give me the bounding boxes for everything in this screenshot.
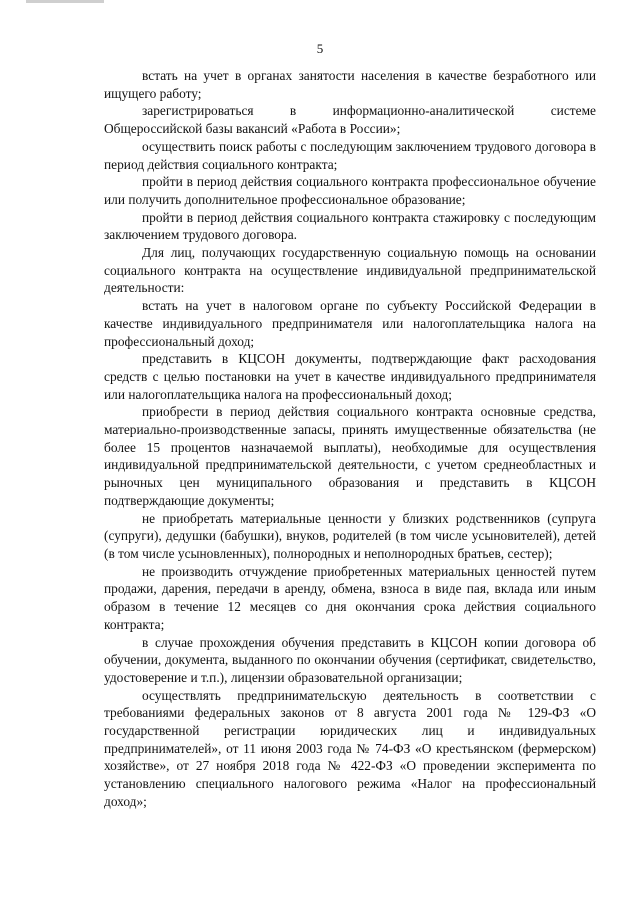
paragraph: зарегистрироваться в информационно-аналитической системе Общероссийской базы вакансий «Работа в России»; [104, 103, 596, 137]
paragraph: представить в КЦСОН документы, подтверждающие факт расходования средств с целью постановки на учет в качестве индивидуального предпринимателя или налогоплательщика налога на профессиональный доход; [104, 351, 596, 402]
page-number: 5 [316, 41, 324, 56]
document-body [104, 67, 596, 811]
paragraph: встать на учет в органах занятости населения в качестве безработного или ищущего работу; [104, 68, 596, 101]
paragraph: пройти в период действия социального контракта профессиональное обучение или получить дополнительное профессиональное образование; [104, 174, 596, 207]
paragraph: приобрести в период действия социального контракта основные средства, материально-производственные запасы, принять имущественные обязательства (не более 15 процентов назначаемой выплаты), необходимые для осуществления индивидуальной предпринимательской деятельности, с учетом среднеобластных и рыночных цен муниципального образования и представить в КЦСОН подтверждающие документы; [104, 404, 596, 508]
paragraph: не производить отчуждение приобретенных материальных ценностей путем продажи, дарения, передачи в аренду, обмена, взноса в виде пая, вклада или иным образом в течение 12 месяцев со дня окончания срока действия социального контракта; [104, 563, 596, 632]
paragraph: в случае прохождения обучения представить в КЦСОН копии договора об обучении, документа, выданного по окончании обучения (сертификат, свидетельство, удостоверение и т.п.), лицензии образовательной организации; [104, 634, 596, 685]
paragraph: Для лиц, получающих государственную социальную помощь на основании социального контракта на осуществление индивидуальной предпринимательской деятельности: [104, 245, 596, 296]
paragraph: не приобретать материальные ценности у близких родственников (супруга (супруги), дедушки (бабушки), внуков, родителей (в том числе усыновителей), детей (в том числе усыновленных), полнородных и неполнородных братьев, сестер); [104, 510, 596, 561]
paragraph: осуществить поиск работы с последующим заключением трудового договора в период действия социального контракта; [104, 138, 596, 172]
paragraph: осуществлять предпринимательскую деятельность в соответствии с требованиями федеральных законов от 8 августа 2001 года № 129-ФЗ «О государственной регистрации юридических лиц и индивидуальных предпринимателей», от 11 июня 2003 года № 74-ФЗ «О крестьянском (фермерском) хозяйстве», от 27 ноября 2018 года № 422-ФЗ «О проведении эксперимента по установлению специального налогового режима «Налог на профессиональный доход»; [104, 687, 596, 809]
scan-edge-mark [26, 0, 104, 3]
paragraph: встать на учет в налоговом органе по субъекту Российской Федерации в качестве индивидуального предпринимателя или налогоплательщика налога на профессиональный доход; [104, 298, 596, 349]
paragraph: пройти в период действия социального контракта стажировку с последующим заключением трудового договора. [104, 209, 596, 243]
